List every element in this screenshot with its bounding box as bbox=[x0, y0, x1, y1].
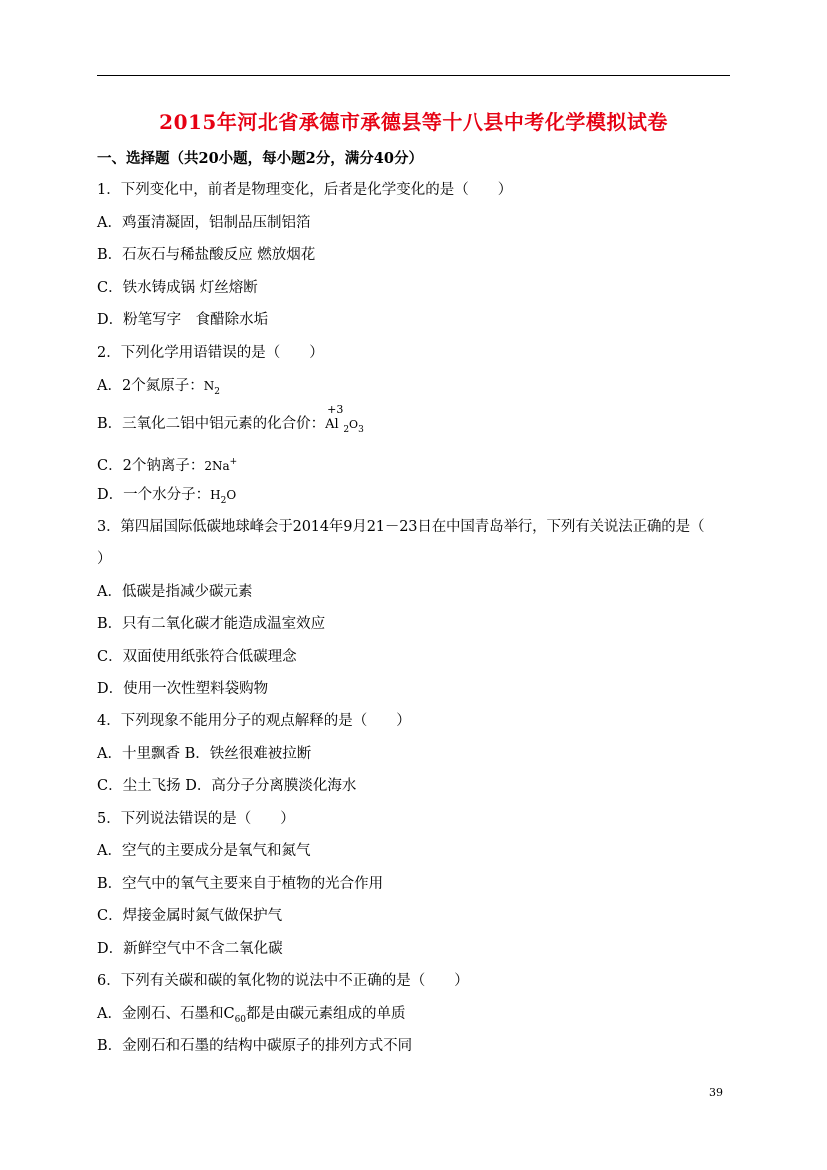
q6a-text-post: 都是由碳元素组成的单质 bbox=[246, 1006, 406, 1022]
q6-option-b: B．金刚石和石墨的结构中碳原子的排列方式不同 bbox=[97, 1038, 413, 1054]
valence-mark: +3 bbox=[327, 403, 344, 416]
question-5: 5．下列说法错误的是（ ） bbox=[97, 811, 295, 827]
q2b-text: B．三氧化二铝中铝元素的化合价： bbox=[97, 416, 326, 432]
q2b-element-o: O bbox=[349, 418, 359, 431]
q3-option-d: D．使用一次性塑料袋购物 bbox=[97, 681, 269, 697]
page-number: 39 bbox=[709, 1086, 723, 1099]
q5-option-d: D．新鲜空气中不含二氧化碳 bbox=[97, 941, 283, 957]
q2d-element-o: O bbox=[226, 488, 237, 502]
q3-option-c: C．双面使用纸张符合低碳理念 bbox=[97, 649, 297, 665]
q4-options-cd: C．尘土飞扬 D．高分子分离膜淡化海水 bbox=[97, 778, 357, 794]
section-heading: 一、选择题（共20小题，每小题2分，满分40分） bbox=[97, 150, 423, 167]
question-1: 1．下列变化中，前者是物理变化，后者是化学变化的是（ ） bbox=[97, 182, 513, 198]
q2a-formula: N bbox=[203, 379, 215, 393]
q2a-text: A．2个氮原子： bbox=[97, 378, 204, 394]
q2b-subscript-1: 2 bbox=[343, 425, 350, 435]
q5-option-a: A．空气的主要成分是氧气和氮气 bbox=[97, 843, 311, 859]
q2b-element-al: Al bbox=[325, 417, 339, 432]
q2c-superscript: + bbox=[229, 457, 238, 467]
q6a-text-pre: A．金刚石、石墨和C bbox=[97, 1006, 235, 1022]
q2d-element-h: H bbox=[210, 488, 221, 502]
q2-option-d bbox=[97, 485, 236, 511]
question-6: 6．下列有关碳和碳的氧化物的说法中不正确的是（ ） bbox=[97, 973, 469, 989]
valence-formula bbox=[325, 403, 344, 435]
q1-option-c: C．铁水铸成锅 灯丝熔断 bbox=[97, 280, 258, 296]
page-title: 2015年河北省承德市承德县等十八县中考化学模拟试卷 bbox=[159, 110, 668, 134]
question-3-line-1: 3．第四届国际低碳地球峰会于2014年9月21－23日在中国青岛举行，下列有关说法正确的是（ bbox=[97, 519, 705, 535]
q1-option-d: D．粉笔写字 食醋除水垢 bbox=[97, 312, 269, 328]
q2d-subscript: 2 bbox=[220, 496, 227, 506]
q2c-text: C．2个钠离子： bbox=[97, 458, 205, 474]
q5-option-b: B．空气中的氧气主要来自于植物的光合作用 bbox=[97, 876, 384, 892]
q2a-subscript: 2 bbox=[214, 387, 220, 397]
q2b-subscript-2: 3 bbox=[358, 425, 364, 435]
q2-option-a bbox=[97, 376, 220, 402]
q3-option-b: B．只有二氧化碳才能造成温室效应 bbox=[97, 616, 326, 632]
q6-option-a bbox=[97, 1004, 406, 1030]
question-2: 2．下列化学用语错误的是（ ） bbox=[97, 345, 324, 361]
q1-option-b: B．石灰石与稀盐酸反应 燃放烟花 bbox=[97, 247, 316, 263]
q1-option-a: A．鸡蛋清凝固，铝制品压制铝箔 bbox=[97, 215, 311, 231]
q2-option-b bbox=[97, 403, 364, 440]
header-rule bbox=[97, 75, 730, 76]
question-4: 4．下列现象不能用分子的观点解释的是（ ） bbox=[97, 713, 411, 729]
q4-options-ab: A．十里飘香 B．铁丝很难被拉断 bbox=[97, 746, 312, 762]
q2d-text: D．一个水分子： bbox=[97, 487, 211, 503]
q2c-formula: 2Na bbox=[204, 459, 230, 473]
q5-option-c: C．焊接金属时氮气做保护气 bbox=[97, 908, 283, 924]
q3-option-a: A．低碳是指减少碳元素 bbox=[97, 584, 253, 600]
question-3-line-2: ） bbox=[97, 551, 112, 567]
q6a-subscript: 60 bbox=[234, 1015, 247, 1025]
q2-option-c bbox=[97, 452, 237, 476]
